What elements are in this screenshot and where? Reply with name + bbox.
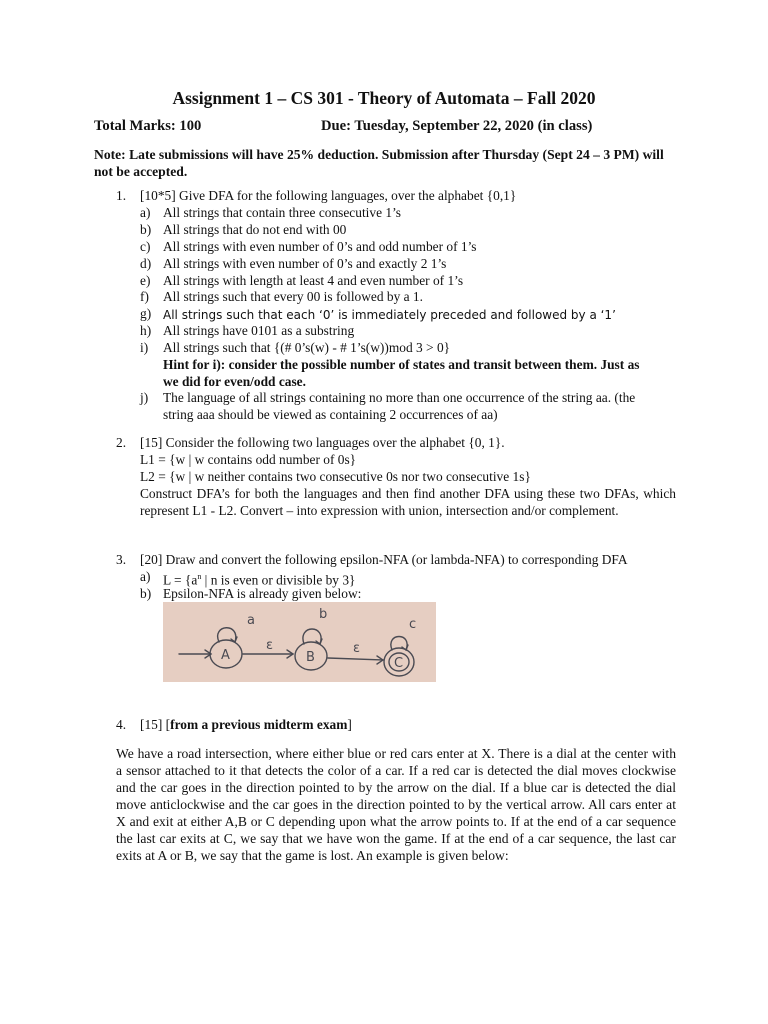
language-l2: L2 = {w | w neither contains two consecutive 0s nor two consecutive 1s}: [140, 469, 531, 484]
item-text: All strings with even number of 0’s and odd number of 1’s: [163, 239, 477, 254]
hint-line: we did for even/odd case.: [163, 374, 306, 389]
item-text: All strings have 0101 as a substring: [163, 323, 355, 338]
epsilon-nfa-diagram: [163, 602, 436, 682]
question-number: 1.: [116, 188, 127, 203]
loop-c-head: [402, 645, 408, 650]
item-text: All strings with even number of 0’s and exactly 2 1’s: [163, 256, 447, 271]
question-paragraph: We have a road intersection, where either blue or red cars enter at X. There is a dial at the center with a sensor attached to it that detects the color of a car. If a red car is detected the dial moves clockwise and the car goes in the direction pointed to by the arrow on the dial. If a blue car is detected the dial move anticlockwise and the car goes in the direction pointed to by the vertical arrow. All cars enter at X and exit at either A,B or C depending upon what the arrow points to. If at the end of a car sequence the last car exits at C, we say that we have won the game. If at the end of a car sequence, the last car exits at A or B, we say that the game is lost. An example is given below:: [116, 746, 676, 863]
total-marks: Total Marks: 100: [94, 118, 202, 134]
item-text: The language of all strings containing no more than one occurrence of the string aa. (the: [163, 390, 636, 405]
question-text: [10*5] Give DFA for the following languages, over the alphabet {0,1}: [140, 188, 517, 203]
edge-a-b-label: ε: [266, 638, 274, 653]
item-letter: a): [140, 569, 151, 584]
item-text: All strings such that every 00 is followed by a 1.: [163, 289, 423, 304]
question-number: 3.: [116, 552, 127, 567]
state-c-label: C: [394, 656, 404, 671]
item-letter: h): [140, 323, 152, 338]
state-b-label: B: [306, 650, 315, 665]
hint-line: Hint for i): consider the possible number of states and transit between them. Just as: [163, 357, 640, 372]
item-text: All strings such that each ‘0’ is immediately preceded and followed by a ‘1’: [163, 308, 616, 322]
item-text: All strings with length at least 4 and even number of 1’s: [163, 273, 464, 288]
item-letter: b): [140, 222, 152, 237]
item-letter: a): [140, 205, 151, 220]
question-text: [20] Draw and convert the following epsilon-NFA (or lambda-NFA) to corresponding DFA: [140, 552, 628, 567]
loop-b-label: b: [319, 607, 328, 622]
due-date: Due: Tuesday, September 22, 2020 (in class): [321, 118, 593, 134]
item-text: Epsilon-NFA is already given below:: [163, 586, 362, 601]
item-text: $L = \{a^n$ | n is even or divisible by 3}: [163, 572, 356, 588]
item-text: string aaa should be viewed as containing 2 occurrences of aa): [163, 407, 498, 422]
marks-due-row: [94, 118, 694, 135]
item-letter: g): [140, 306, 152, 321]
item-text: All strings that do not end with 00: [163, 222, 347, 237]
question-text: [15] Consider the following two languages over the alphabet {0, 1}.: [140, 435, 505, 450]
item-letter: b): [140, 586, 152, 601]
item-letter: f): [140, 289, 149, 304]
item-letter: j): [140, 390, 149, 405]
item-letter: e): [140, 273, 151, 288]
question-number: 4.: [116, 717, 127, 732]
loop-a-label: a: [247, 613, 255, 628]
epsilon-nfa-image: [163, 602, 436, 682]
edge-b-c-label: ε: [353, 641, 361, 656]
state-a-label: A: [221, 648, 230, 663]
question-number: 2.: [116, 435, 127, 450]
page-title: Assignment 1 – CS 301 - Theory of Automata – Fall 2020: [172, 88, 596, 108]
question-body: Construct DFA’s for both the languages and then find another DFA using these two DFAs, which represent L1 - L2. Convert – into expression with union, intersection and/or complement.: [140, 486, 676, 518]
language-l1: L1 = {w | w contains odd number of 0s}: [140, 452, 357, 467]
item-text: All strings such that {(# 0’s(w) - # 1’s(w))mod 3 > 0}: [163, 340, 451, 355]
item-letter: d): [140, 256, 152, 271]
item-text: All strings that contain three consecutive 1’s: [163, 205, 401, 220]
item-letter: i): [140, 340, 149, 355]
edge-b-c: [328, 658, 383, 660]
late-note: Note: Late submissions will have 25% deduction. Submission after Thursday (Sept 24 – 3 PM) will not be accepted.: [94, 147, 664, 179]
item-letter: c): [140, 239, 151, 254]
question-text: [15] [from a previous midterm exam]: [140, 717, 352, 732]
loop-c-label: c: [409, 617, 417, 632]
